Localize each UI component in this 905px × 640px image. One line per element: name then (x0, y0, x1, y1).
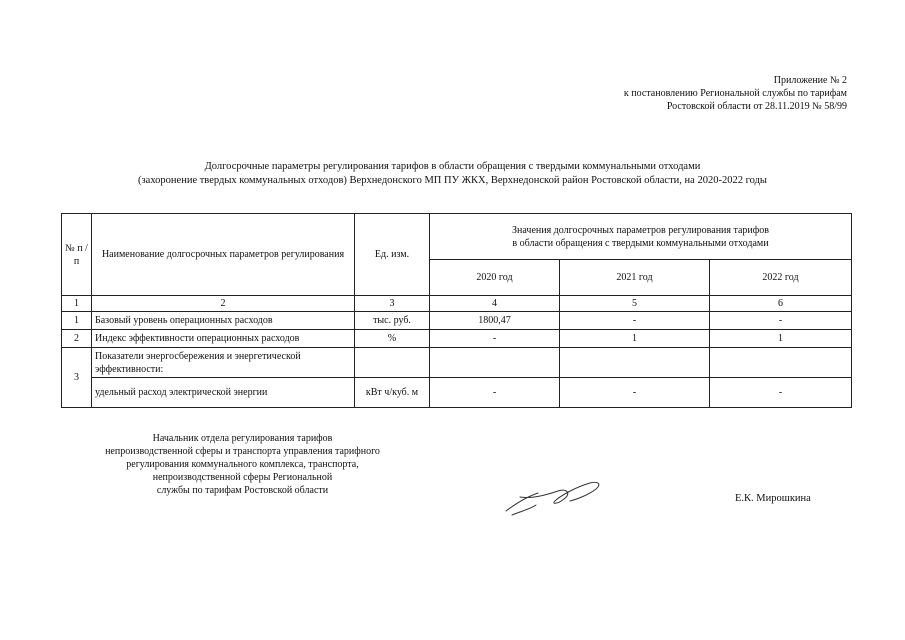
row-group-name: Показатели энергосбережения и энергетической эффективности: (92, 348, 355, 378)
signer-position (70, 432, 415, 497)
row-value-2020: 1800,47 (430, 312, 560, 330)
header-name: Наименование долгосрочных параметров регулирования (92, 214, 355, 296)
row-name: Базовый уровень операционных расходов (92, 312, 355, 330)
table-row (62, 312, 852, 330)
row-value-2021: - (560, 378, 710, 408)
signer-line-2: непроизводственной сферы и транспорта управления тарифного (105, 446, 380, 457)
col-number: 6 (710, 296, 852, 312)
empty-cell (560, 348, 710, 378)
column-numbers-row (62, 296, 852, 312)
header-year-2022: 2022 год (710, 260, 852, 296)
row-num: 1 (62, 312, 92, 330)
row-value-2020: - (430, 378, 560, 408)
row-name: удельный расход электрической энергии (92, 378, 355, 408)
title-line-1: Долгосрочные параметры регулирования тарифов в области обращения с твердыми коммунальными отходами (204, 161, 701, 172)
values-group-line-2: в области обращения с твердыми коммунальными отходами (512, 237, 769, 249)
col-number: 5 (560, 296, 710, 312)
row-value-2022: 1 (710, 330, 852, 348)
row-value-2022: - (710, 378, 852, 408)
row-value-2022: - (710, 312, 852, 330)
row-name: Индекс эффективности операционных расходов (92, 330, 355, 348)
header-year-2020: 2020 год (430, 260, 560, 296)
col-number: 1 (62, 296, 92, 312)
values-group-line-1: Значения долгосрочных параметров регулирования тарифов (512, 224, 769, 236)
row-unit: % (355, 330, 430, 348)
handwritten-signature-icon (500, 475, 610, 520)
empty-cell (430, 348, 560, 378)
col-number: 4 (430, 296, 560, 312)
row-num: 3 (62, 348, 92, 408)
header-row (62, 214, 852, 260)
row-value-2021: 1 (560, 330, 710, 348)
signer-line-3: регулирования коммунального комплекса, транспорта, (126, 459, 359, 470)
signer-line-5: службы по тарифам Ростовской области (156, 485, 329, 496)
document-title (0, 160, 905, 188)
title-line-2: (захоронение твердых коммунальных отходов) Верхнедонского МП ПУ ЖКХ, Верхнедонской район Ростовской области, на 2020-2022 годы (138, 175, 767, 186)
row-value-2021: - (560, 312, 710, 330)
row-value-2020: - (430, 330, 560, 348)
appendix-line-3: Ростовской области от 28.11.2019 № 58/99 (666, 101, 847, 112)
appendix-header (624, 74, 847, 113)
table-row (62, 330, 852, 348)
row-num: 2 (62, 330, 92, 348)
parameters-table (61, 213, 852, 408)
row-unit: кВт ч/куб. м (355, 378, 430, 408)
table-row-group-header (62, 348, 852, 378)
header-unit: Ед. изм. (355, 214, 430, 296)
appendix-line-2: к постановлению Региональной службы по тарифам (623, 88, 847, 99)
empty-cell (710, 348, 852, 378)
header-year-2021: 2021 год (560, 260, 710, 296)
col-number: 2 (92, 296, 355, 312)
header-num: № п /п (62, 214, 92, 296)
table-row (62, 378, 852, 408)
signer-line-1: Начальник отдела регулирования тарифов (152, 433, 333, 444)
col-number: 3 (355, 296, 430, 312)
signer-line-4: непроизводственной сферы Региональной (152, 472, 333, 483)
appendix-line-1: Приложение № 2 (773, 75, 847, 86)
signer-name: Е.К. Мирошкина (735, 493, 811, 504)
row-unit: тыс. руб. (355, 312, 430, 330)
empty-cell (355, 348, 430, 378)
header-values-group (430, 214, 852, 260)
